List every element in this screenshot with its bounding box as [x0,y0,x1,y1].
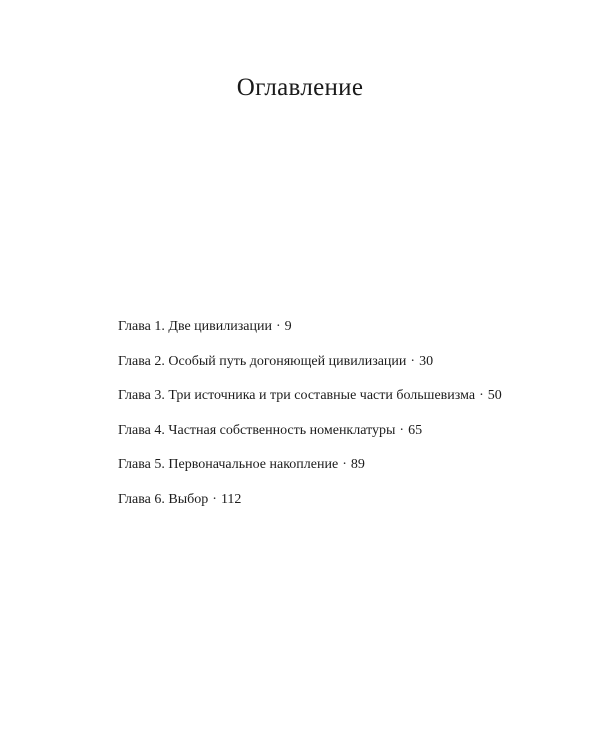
chapter-number: Глава 3. [118,388,165,403]
toc-entry-chapter-3 [118,387,558,422]
page-number: 9 [284,319,292,334]
page-number: 89 [350,457,365,472]
page-number: 30 [419,353,434,369]
page-separator: · [399,422,405,438]
page-separator: · [479,388,484,403]
page-title: Оглавление [236,74,364,101]
toc-entry-chapter-1 [118,318,558,353]
page-separator: · [212,491,217,507]
chapter-title: Первоначальное накопление [168,457,339,472]
chapter-number: Глава 2. [118,353,165,369]
page-separator: · [275,319,281,334]
chapter-number: Глава 5. [118,457,165,472]
chapter-title: Частная собственность номенклатуры [168,422,396,438]
page-number: 50 [487,388,502,403]
page-separator: · [410,353,416,369]
chapter-number: Глава 6. [118,491,165,507]
chapter-title: Выбор [168,491,209,507]
toc-entry-chapter-6 [118,491,558,526]
table-of-contents [118,318,558,525]
chapter-title: Особый путь догоняющей цивилизации [168,353,407,369]
chapter-number: Глава 4. [118,422,165,438]
chapter-number: Глава 1. [118,319,165,334]
toc-entry-chapter-5 [118,456,558,491]
page-separator: · [342,457,347,472]
page-number: 112 [220,491,242,507]
toc-entry-chapter-2 [118,353,558,388]
chapter-title: Две цивилизации [168,319,272,334]
toc-entry-chapter-4 [118,422,558,457]
page-number: 65 [408,422,423,438]
chapter-title: Три источника и три составные части большевизма [168,388,476,403]
